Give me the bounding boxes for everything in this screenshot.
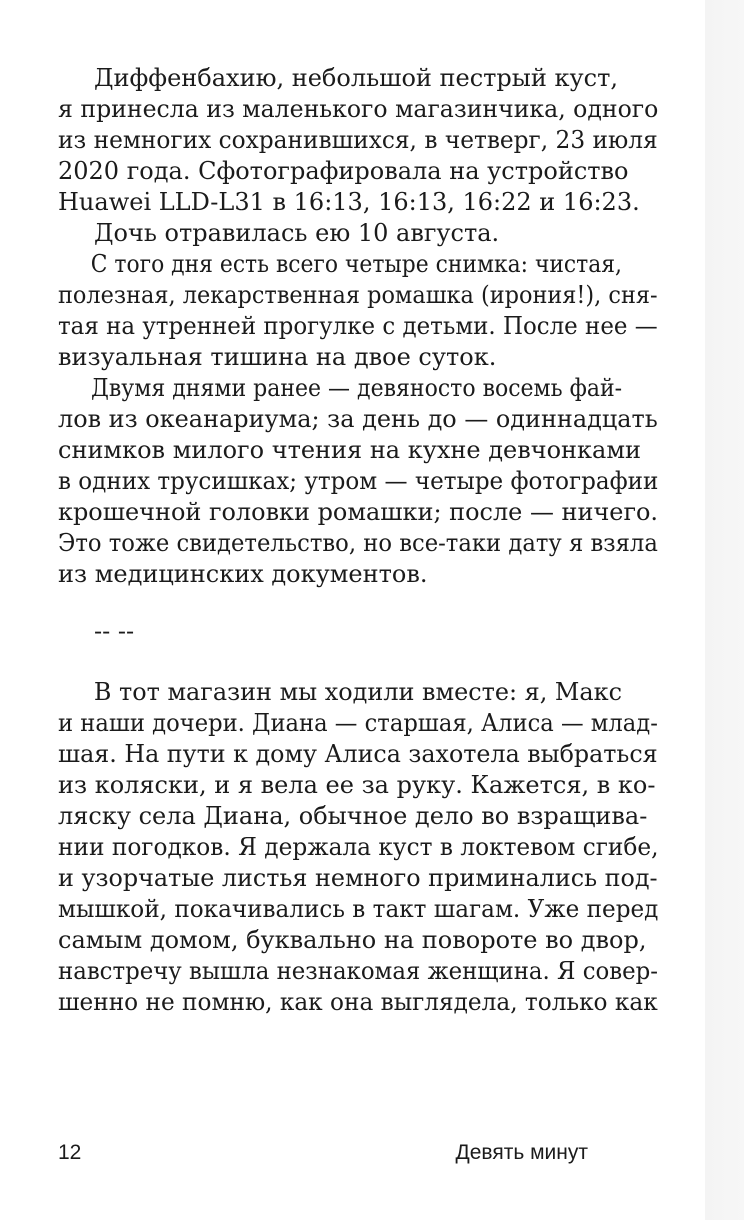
text-line: самым домом, буквально на повороте во двор,	[58, 926, 647, 954]
text-line: визуальная тишина на двое суток.	[58, 343, 497, 371]
text-line: в одних трусишках; утром — четыре фотографии	[58, 467, 659, 495]
running-title: Девять минут	[455, 1141, 588, 1164]
text-line: Двумя днями ранее — девяносто восемь фай-	[91, 374, 623, 402]
text-line: навстречу вышла незнакомая женщина. Я совер-	[58, 957, 658, 985]
text-line: Диффенбахию, небольшой пестрый куст,	[94, 64, 618, 92]
text-line: я принесла из маленького магазинчика, одного	[58, 95, 659, 123]
text-line: Huawei LLD-L31 в 16:13, 16:13, 16:22 и 16:23.	[58, 188, 640, 216]
text-line: шенно не помню, как она выглядела, только как	[58, 988, 658, 1016]
text-line: Это тоже свидетельство, но все-таки дату я взяла	[58, 529, 658, 557]
text-line: из коляски, и я вела ее за руку. Кажется, в ко-	[58, 771, 656, 799]
text-line: из немногих сохранившихся, в четверг, 23 июля	[58, 126, 658, 154]
text-line: шая. На пути к дому Алиса захотела выбраться	[58, 740, 658, 768]
text-line: снимков милого чтения на кухне девчонками	[58, 436, 642, 464]
body-text-section-2	[58, 677, 659, 1018]
text-line: крошечной головки ромашки; после — ничего.	[58, 498, 659, 526]
text-line: и узорчатые листья немного приминались под-	[58, 864, 658, 892]
page-edge-shade	[705, 0, 744, 1220]
text-line: Дочь отравилась ею 10 августа.	[94, 219, 500, 247]
text-line: из медицинских документов.	[58, 560, 428, 588]
text-line: нии погодков. Я держала куст в локтевом сгибе,	[58, 833, 659, 861]
text-line: С того дня есть всего четыре снимка: чистая,	[90, 250, 623, 278]
section-separator: -- --	[94, 617, 135, 645]
page-number: 12	[58, 1141, 82, 1164]
text-line: лов из океанариума; за день до — одиннадцать	[58, 405, 658, 433]
text-line: В тот магазин мы ходили вместе: я, Макс	[93, 678, 622, 706]
text-line: 2020 года. Сфотографировала на устройство	[58, 157, 629, 185]
text-line: тая на утренней прогулке с детьми. После нее —	[58, 312, 658, 340]
text-line: мышкой, покачивались в такт шагам. Уже перед	[58, 895, 659, 923]
text-line: и наши дочери. Диана — старшая, Алиса — млад-	[58, 709, 658, 737]
text-line: полезная, лекарственная ромашка (ирония!), сня-	[58, 281, 658, 309]
text-line: ляску села Диана, обычное дело во взращива-	[58, 802, 648, 830]
body-text-section-1	[58, 63, 659, 590]
